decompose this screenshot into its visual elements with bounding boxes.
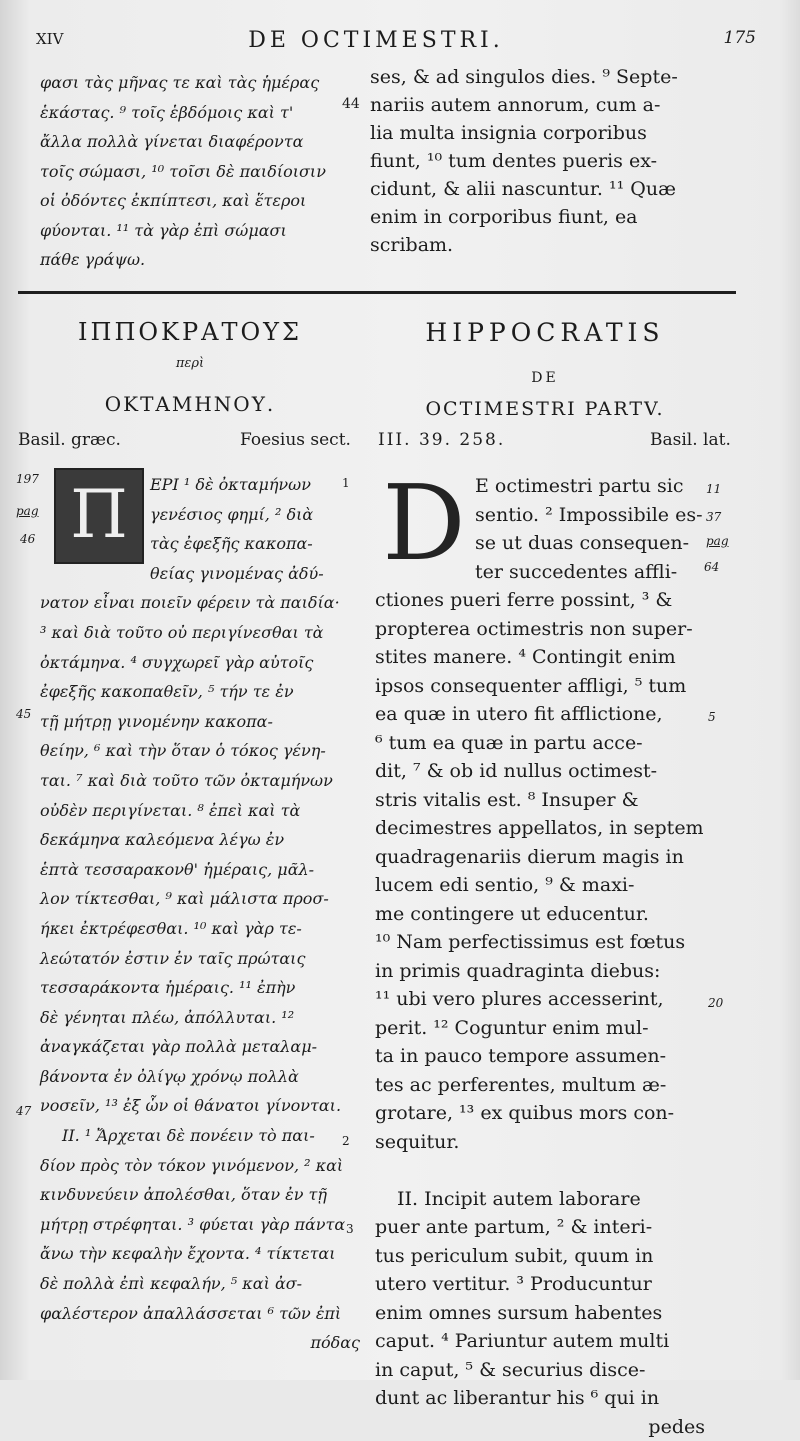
margin-number: 44 [342,96,360,112]
latin-line: sequitur. [375,1128,705,1157]
header-signature: XIV [36,30,63,48]
section-divider [18,291,736,294]
latin-line: se ut duas consequen- [375,529,705,558]
header-title: DE OCTIMESTRI. [36,28,716,53]
greek-line: ἐφεξῆς κακοπαθεῖν, ⁵ τήν τε ἐν [40,677,360,707]
greek-line: ήκει ἐκτρέφεσθαι. ¹⁰ καὶ γὰρ τε- [40,914,360,944]
greek-line: θείας γινομένας ἀδύ- [40,559,360,589]
latin-line: lia multa insignia corporibus [370,119,710,147]
latin-line: enim in corporibus fiunt, ea [370,203,710,231]
greek-heading-subtitle: ΟΚΤΑΜΗΝΟΥ. [40,392,340,416]
latin-body-column [375,472,705,1441]
latin-line: me contingere ut educentur. [375,900,705,929]
greek-line: τεσσαράκοντα ἡμέραις. ¹¹ ἐπὴν [40,973,360,1003]
latin-line: perit. ¹² Coguntur enim mul- [375,1014,705,1043]
greek-line: ται. ⁷ καὶ διὰ τοῦτο τῶν ὀκταμήνων [40,766,360,796]
greek-line: ΕΡΙ ¹ δὲ ὀκταμήνων [40,470,360,500]
latin-line: ea quæ in utero fit afflictione, [375,700,705,729]
latin-line: nariis autem annorum, cum a- [370,91,710,119]
latin-line: in primis quadraginta diebus: [375,957,705,986]
margin-pag: pag [16,504,39,518]
top-latin-column [370,63,710,259]
latin-line [375,1156,705,1185]
greek-line: ἄλλα πολλὰ γίνεται διαφέροντα [40,127,350,157]
margin-r2: 2 [342,1134,350,1148]
greek-line: λεώτατόν ἐστιν ἐν ταῖς πρώταις [40,944,360,974]
greek-line: δεκάμηνα καλεόμενα λέγω ἐν [40,825,360,855]
greek-line: μήτρῃ στρέφηται. ³ φύεται γὰρ πάντα [40,1210,360,1240]
margin-lpag: pag [706,534,729,548]
greek-line: δὲ γένηται πλέω, ἀπόλλυται. ¹² [40,1003,360,1033]
ref-basil-lat: Basil. lat. [650,430,731,450]
greek-line: δίον πρὸς τὸν τόκον γινόμενον, ² καὶ [40,1151,360,1181]
margin-r3: 3 [346,1222,354,1236]
greek-line: τὰς ἐφεξῆς κακοπα- [40,529,360,559]
page-number: 175 [724,28,756,48]
latin-line: dit, ⁷ & ob id nullus octimest- [375,757,705,786]
greek-line: ἀναγκάζεται γὰρ πολλὰ μεταλαμ- [40,1032,360,1062]
greek-line: νατον εἶναι ποιεῖν φέρειν τὰ παιδία· [40,588,360,618]
greek-line: δὲ πολλὰ ἐπὶ κεφαλήν, ⁵ καὶ ἀσ- [40,1269,360,1299]
latin-line: decimestres appellatos, in septem [375,814,705,843]
margin-197: 197 [16,472,39,486]
latin-line: tes ac perferentes, multum æ- [375,1071,705,1100]
latin-line: enim omnes sursum habentes [375,1299,705,1328]
greek-line: λον τίκτεσθαι, ⁹ καὶ μάλιστα προσ- [40,884,360,914]
greek-line: ³ καὶ διὰ τοῦτο οὐ περιγίνεσθαι τὰ [40,618,360,648]
latin-line: quadragenariis dierum magis in [375,843,705,872]
greek-line: νοσεῖν, ¹³ ἐξ ὧν οἱ θάνατοι γίνονται. [40,1091,360,1121]
latin-catchword: pedes [375,1413,705,1441]
greek-line: θείην, ⁶ καὶ τὴν ὅταν ὁ τόκος γένη- [40,736,360,766]
latin-heading-de: DE [380,370,710,386]
greek-line: II. ¹ Ἄρχεται δὲ πονέειν τὸ παι- [40,1121,360,1151]
latin-line: ta in pauco tempore assumen- [375,1042,705,1071]
latin-line: fiunt, ¹⁰ tum dentes pueris ex- [370,147,710,175]
greek-drop-cap-letter: Π [56,476,142,553]
greek-heading-peri: περὶ [40,356,340,371]
latin-line: grotare, ¹³ ex quibus mors con- [375,1099,705,1128]
latin-line: puer ante partum, ² & interi- [375,1213,705,1242]
margin-r1: 1 [342,476,350,490]
latin-line: scribam. [370,231,710,259]
greek-line: φαλέστερον ἀπαλλάσσεται ⁶ τῶν ἐπὶ [40,1299,360,1329]
greek-heading-title: ΙΠΠΟΚΡΑΤΟΥΣ [40,318,340,346]
greek-line: γενέσιος φημί, ² διὰ [40,500,360,530]
latin-line: ctiones pueri ferre possint, ³ & [375,586,705,615]
top-greek-column [40,68,350,275]
margin-l37: 37 [706,510,721,524]
greek-body-column [40,470,360,1358]
ref-section: III. 39. 258. [378,430,505,450]
latin-line: E octimestri partu sic [375,472,705,501]
latin-line: II. Incipit autem laborare [375,1185,705,1214]
margin-47: 47 [16,1104,31,1118]
latin-line: stris vitalis est. ⁸ Insuper & [375,786,705,815]
greek-line: τῇ μήτρῃ γινομένην κακοπα- [40,707,360,737]
margin-46: 46 [20,532,35,546]
greek-line: ἄνω τὴν κεφαλὴν ἔχοντα. ⁴ τίκτεται [40,1239,360,1269]
greek-line: βάνοντα ἐν ὀλίγῳ χρόνῳ πολλὰ [40,1062,360,1092]
latin-heading-subtitle: OCTIMESTRI PARTV. [380,398,710,420]
greek-line: κινδυνεύειν ἀπολέσθαι, ὅταν ἐν τῇ [40,1180,360,1210]
latin-line: dunt ac liberantur his ⁶ qui in [375,1384,705,1413]
greek-line: ἑπτὰ τεσσαρακονθ' ἡμέραις, μᾶλ- [40,855,360,885]
latin-line: ¹¹ ubi vero plures accesserint, [375,985,705,1014]
margin-l5: 5 [708,710,716,724]
latin-line: cidunt, & alii nascuntur. ¹¹ Quæ [370,175,710,203]
margin-l11: 11 [706,482,721,496]
greek-line: φύονται. ¹¹ τὰ γὰρ ἐπὶ σώμασι [40,216,350,246]
greek-line: ἑκάστας. ⁹ τοῖς ἑβδόμοις καὶ τ' [40,98,350,128]
latin-line: tus periculum subit, quum in [375,1242,705,1271]
greek-line: πάθε γράψω. [40,245,350,275]
greek-catchword: πόδας [40,1328,360,1358]
greek-line: οὐδὲν περιγίνεται. ⁸ ἐπεὶ καὶ τὰ [40,796,360,826]
latin-line: ter succedentes affli- [375,558,705,587]
greek-line: τοῖς σώμασι, ¹⁰ τοῖσι δὲ παιδίοισιν [40,157,350,187]
greek-line: οἱ ὀδόντες ἐκπίπτεσι, καὶ ἕτεροι [40,186,350,216]
latin-line: caput. ⁴ Pariuntur autem multi [375,1327,705,1356]
latin-line: ipsos consequenter affligi, ⁵ tum [375,672,705,701]
margin-45: 45 [16,707,31,721]
latin-heading-title: HIPPOCRATIS [380,318,710,347]
latin-line: in caput, ⁵ & securius disce- [375,1356,705,1385]
latin-line: utero vertitur. ³ Producuntur [375,1270,705,1299]
latin-line: lucem edi sentio, ⁹ & maxi- [375,871,705,900]
greek-line: φασι τὰς μῆνας τε καὶ τὰς ἡμέρας [40,68,350,98]
margin-l20: 20 [708,996,723,1010]
latin-line: sentio. ² Impossibile es- [375,501,705,530]
latin-line: ses, & ad singulos dies. ⁹ Septe- [370,63,710,91]
ref-basil-graec: Basil. græc. [18,430,121,450]
latin-line: ⁶ tum ea quæ in partu acce- [375,729,705,758]
ref-foesius: Foesius sect. [240,430,351,450]
latin-line: ¹⁰ Nam perfectissimus est fœtus [375,928,705,957]
margin-l64: 64 [704,560,719,574]
latin-line: stites manere. ⁴ Contingit enim [375,643,705,672]
latin-line: propterea octimestris non super- [375,615,705,644]
greek-line: ὀκτάμηνα. ⁴ συγχωρεῖ γὰρ αὐτοῖς [40,648,360,678]
running-header [36,28,756,56]
latin-drop-cap-letter: D [378,462,470,584]
